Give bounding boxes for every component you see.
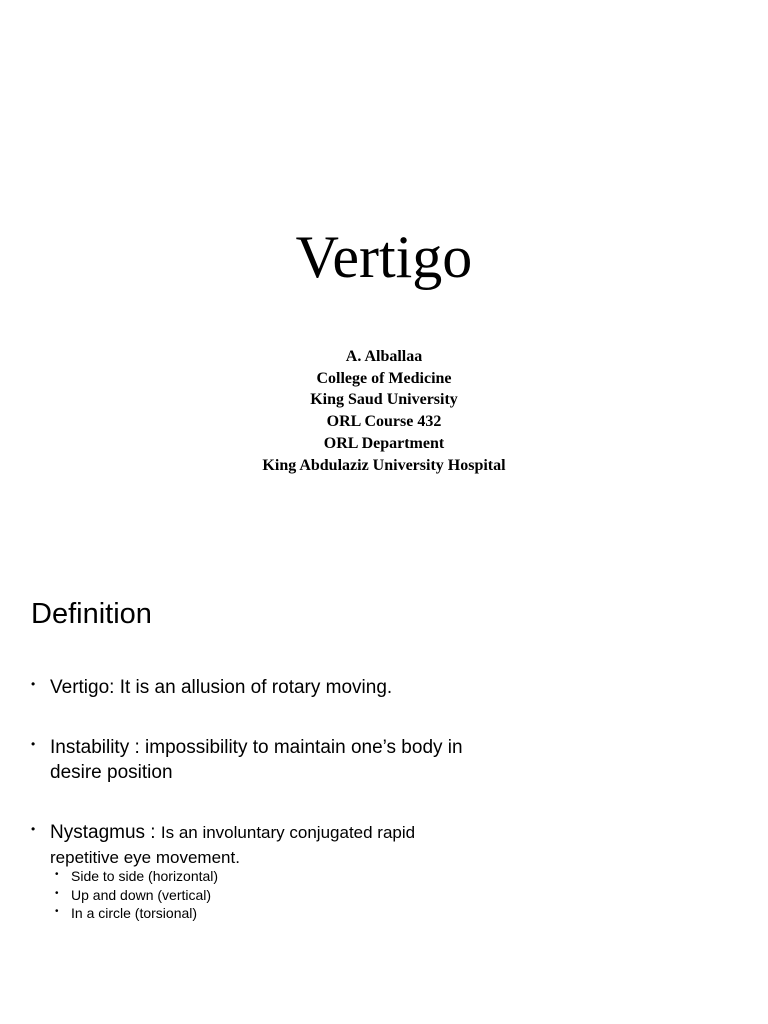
- bullet-marker: •: [31, 737, 36, 751]
- sub-item-text: In a circle (torsional): [71, 905, 198, 921]
- sub-item-torsional: [55, 904, 218, 923]
- bullet-marker: •: [31, 677, 36, 691]
- sub-item-horizontal: [55, 867, 218, 886]
- author-hospital: King Abdulaziz University Hospital: [262, 456, 506, 474]
- nystagmus-sub-list: [55, 867, 218, 923]
- slide-title: Vertigo: [295, 224, 473, 290]
- author-university: King Saud University: [310, 391, 458, 409]
- bullet-lead: Nystagmus :: [50, 822, 161, 843]
- bullet-vertigo: [31, 675, 551, 700]
- bullet-nystagmus: [31, 820, 481, 870]
- bullet-marker: •: [55, 887, 59, 899]
- author-college: College of Medicine: [316, 369, 452, 387]
- sub-item-vertical: [55, 886, 218, 905]
- section-heading: Definition: [31, 598, 152, 630]
- bullet-text: Vertigo: It is an allusion of rotary moving.: [50, 677, 393, 698]
- author-course: ORL Course 432: [326, 413, 442, 431]
- sub-item-text: Up and down (vertical): [71, 886, 212, 903]
- author-department: ORL Department: [323, 434, 445, 452]
- bullet-text: Instability : impossibility to maintain one’s body in desire position: [50, 737, 463, 783]
- sub-item-text: Side to side (horizontal): [71, 868, 219, 884]
- author-name: A. Alballaa: [345, 348, 423, 365]
- bullet-instability: [31, 735, 511, 785]
- bullet-text-wrapper: [50, 820, 481, 870]
- bullet-marker: •: [55, 906, 59, 917]
- bullet-marker: •: [31, 822, 36, 836]
- bullet-marker: •: [55, 869, 59, 880]
- bullet-text: Is an involuntary conjugated rapid repetitive eye movement.: [50, 823, 416, 867]
- author-block: [0, 346, 768, 476]
